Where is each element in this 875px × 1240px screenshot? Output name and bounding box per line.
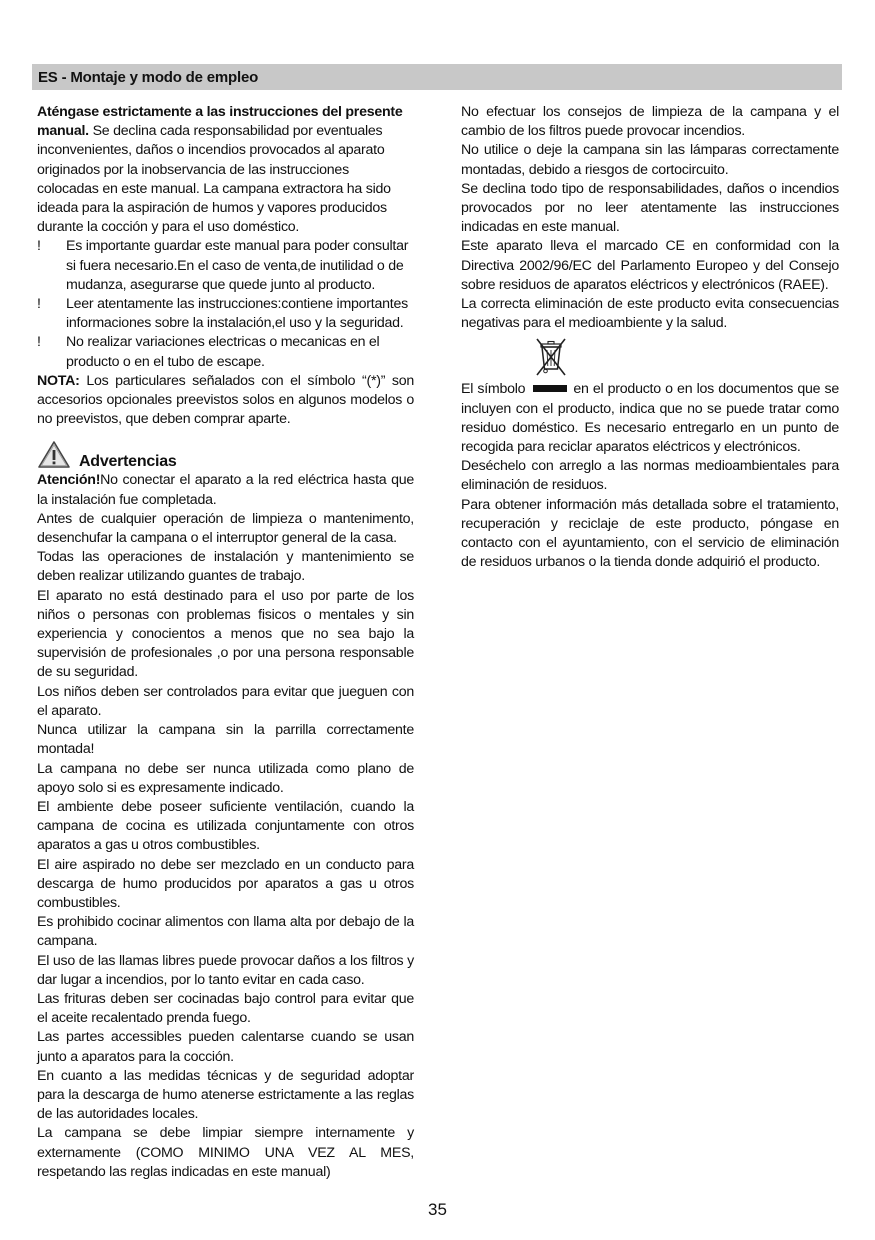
warning-paragraph: La campana se debe limpiar siempre internamente y externamente (COMO MINIMO UNA VEZ AL MES, respetando las reglas indicadas en este manual) xyxy=(37,1125,414,1180)
disposal-paragraph: Para obtener información más detallada sobre el tratamiento, recuperación y reciclaje de este producto, póngase en contacto con el ayuntamiento, con el servicio de eliminación de residuos urbanos o la tienda donde adquirió el producto. xyxy=(461,496,839,571)
warning-paragraph: Todas las operaciones de instalación y mantenimiento se deben realizar utilizando guantes de trabajo. xyxy=(37,549,414,585)
disposal-paragraph: Deséchelo con arreglo a las normas medioambientales para eliminación de residuos. xyxy=(461,458,839,494)
warning-paragraph: Antes de cualquier operación de limpieza o mantenimento, desenchufar la campana o el interruptor general de la casa. xyxy=(37,510,414,547)
warning-paragraph: El aparato no está destinado para el uso por parte de los niños o personas con problemas fisicos o mentales y sin experiencia y conocientos a menos que no sea bajo la supervisión de profesionales ,o por una persona responsable de su seguridad. xyxy=(37,587,414,681)
crossed-out-bin-icon xyxy=(533,336,569,378)
symbol-paragraph xyxy=(461,380,839,457)
warning-paragraph: En cuanto a las medidas técnicas y de seguridad adoptar para la descarga de humo atenerse estrictamente a las reglas de las autoridades locales. xyxy=(37,1067,414,1123)
left-column xyxy=(37,103,414,1182)
exclamation-mark: ! xyxy=(37,296,41,313)
note-paragraph xyxy=(37,372,414,430)
attention-text: No conectar el aparato a la red eléctrica hasta que la instalación fue completada. xyxy=(37,472,414,508)
black-bar-symbol xyxy=(533,385,567,392)
exclamation-mark: ! xyxy=(37,334,41,351)
intro-text: Se declina cada responsabilidad por eventuales inconvenientes, daños o incendios provocados al aparato originados por la inobservancia de las instrucciones colocadas en este manual. La campana extractora ha sido ideada para la aspiración de humos y vapores producidos durante la cocción y para el uso doméstico. xyxy=(37,123,391,236)
intro-bold: Aténgase estrictamente a las instrucciones del presente manual. xyxy=(37,104,403,140)
warning-paragraph: Es prohibido cocinar alimentos con llama alta por debajo de la campana. xyxy=(37,914,414,950)
warning-paragraph: Las partes accessibles pueden calentarse cuando se usan junto a aparatos para la cocción. xyxy=(37,1029,414,1065)
bullet-text: Leer atentamente las instrucciones:contiene importantes informaciones sobre la instalación,el uso y la seguridad. xyxy=(66,296,408,332)
warning-paragraph: La campana no debe ser nunca utilizada como plano de apoyo solo si es expresamente indicado. xyxy=(37,760,414,796)
symbol-prefix: El símbolo xyxy=(461,381,526,398)
page-number: 35 xyxy=(428,1200,447,1219)
warning-paragraph: No efectuar los consejos de limpieza de la campana y el cambio de los filtros puede provocar incendios. xyxy=(461,104,839,140)
warning-paragraph: El ambiente debe poseer suficiente ventilación, cuando la campana de cocina es utilizada conjuntamente con otros aparatos a gas u otros combustibles. xyxy=(37,798,414,854)
warning-paragraph: Este aparato lleva el marcado CE en conformidad con la Directiva 2002/96/EC del Parlamento Europeo y del Consejo sobre residuos de aparatos eléctricos y electrónicos (RAEE). xyxy=(461,238,839,293)
warning-paragraph: Las frituras deben ser cocinadas bajo control para evitar que el aceite recalentado prenda fuego. xyxy=(37,990,414,1027)
note-text: Los particulares señalados con el símbolo “(*)” son accesorios opcionales preevistos solos en algunos modelos o no preevistos, que deben comprar aparte. xyxy=(37,372,414,428)
right-column xyxy=(461,103,839,572)
warning-paragraph: Los niños deben ser controlados para evitar que jueguen con el aparato. xyxy=(37,683,414,719)
bullet-item xyxy=(37,237,414,295)
bullet-text: No realizar variaciones electricas o mecanicas en el producto o en el tubo de escape. xyxy=(66,334,380,370)
warning-paragraph: La correcta eliminación de este producto evita consecuencias negativas para el medioambiente y la salud. xyxy=(461,296,839,332)
warnings-heading xyxy=(37,439,414,471)
bullet-text: Es importante guardar este manual para poder consultar si fuera necesario.En el caso de venta,de inutilidad o de mudanza, asegurarse que quede junto al producto. xyxy=(66,238,409,293)
bullet-item xyxy=(37,295,414,333)
exclamation-mark: ! xyxy=(37,238,41,255)
section-header xyxy=(32,64,842,90)
warnings-title: Advertencias xyxy=(79,452,177,470)
warning-paragraph: El uso de las llamas libres puede provocar daños a los filtros y dar lugar a incendios, por lo tanto evitar en cada caso. xyxy=(37,952,414,988)
note-label: NOTA: xyxy=(37,372,80,389)
intro-paragraph xyxy=(37,103,414,237)
bullet-item xyxy=(37,333,414,371)
symbol-text: en el producto o en los documentos que se incluyen con el producto, indica que no se puede tratar como residuo doméstico. Es necesario entregarlo en un punto de recogida para reciclar aparatos eléctricos y electrónicos. xyxy=(461,381,839,456)
warning-triangle-icon xyxy=(37,440,71,470)
section-title: ES - Montaje y modo de empleo xyxy=(38,69,259,86)
warning-paragraph: Nunca utilizar la campana sin la parrilla correctamente montada! xyxy=(37,722,414,758)
warning-paragraph: Se declina todo tipo de responsabilidades, daños o incendios provocados por no leer atentamente las instrucciones indicadas en este manual. xyxy=(461,180,839,236)
weee-symbol-area xyxy=(461,336,839,380)
warning-paragraph: El aire aspirado no debe ser mezclado en un conducto para descarga de humo producidos por aparatos a gas u otros combustibles. xyxy=(37,856,414,911)
attention-label: Atención! xyxy=(37,472,101,489)
attention-paragraph xyxy=(37,471,414,509)
warning-paragraph: No utilice o deje la campana sin las lámparas correctamente montadas, debido a riesgos de cortocircuito. xyxy=(461,142,839,178)
